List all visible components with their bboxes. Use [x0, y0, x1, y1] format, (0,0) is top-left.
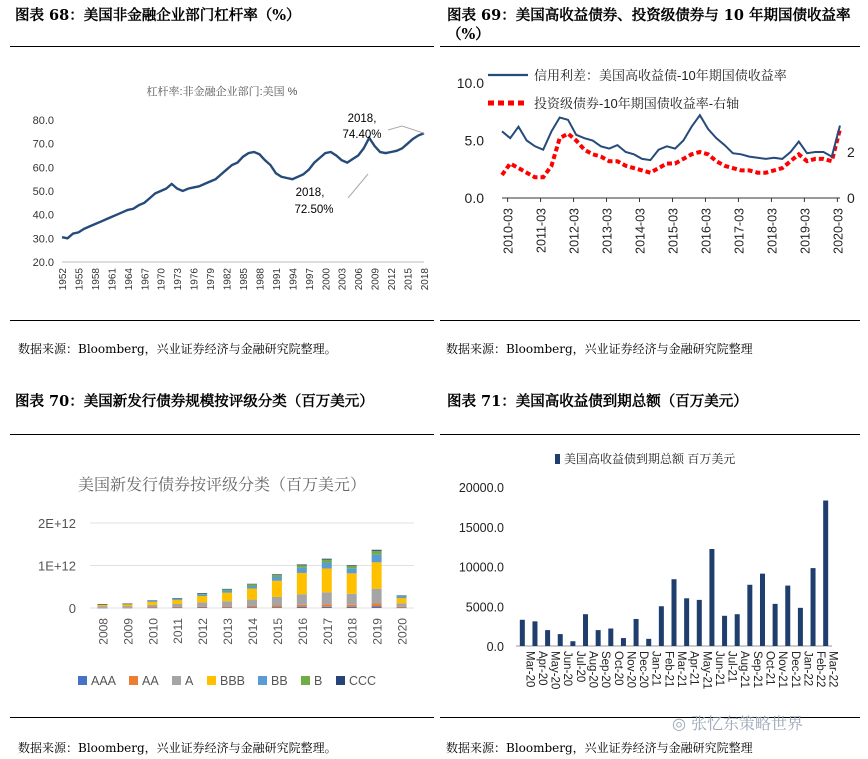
- x-tick-label: Jan-22: [801, 651, 814, 687]
- y-tick-label: 15000.0: [458, 520, 504, 535]
- bar: [520, 620, 525, 646]
- bar-segment-aaa: [397, 608, 407, 609]
- bar-segment-aaa: [297, 607, 307, 608]
- x-tick-label: 2015-03: [666, 207, 681, 254]
- legend-label: 信用利差：美国高收益债-10年期国债收益率: [534, 68, 787, 83]
- y-tick-label: 2E+12: [38, 516, 76, 531]
- bar-segment-a: [222, 601, 232, 606]
- watermark: ◎ 张忆东策略世界: [672, 714, 804, 733]
- chart70-source: 数据来源：Bloomberg，兴业证券经济与金融研究院整理。: [18, 741, 337, 755]
- x-tick-label: 2000: [321, 268, 333, 291]
- bar: [558, 634, 563, 646]
- x-tick-label: Mar-22: [826, 651, 839, 688]
- bar-segment-bb: [372, 555, 382, 563]
- bar-segment-bbb: [297, 573, 307, 594]
- legend-swatch: [129, 676, 138, 685]
- chart70-svg: [10, 438, 434, 714]
- bar-segment-a: [347, 594, 357, 605]
- x-tick-label: Jun-21: [712, 651, 725, 687]
- bar-segment-a: [97, 606, 107, 607]
- bar-segment-bb: [147, 601, 157, 602]
- bar-segment-aa: [122, 607, 132, 608]
- bar-segment-bb: [297, 568, 307, 573]
- bar-segment-aa: [347, 605, 357, 607]
- rule: [10, 320, 434, 321]
- bar-segment-bb: [247, 586, 257, 589]
- bar-segment-b: [247, 584, 257, 586]
- y-tick-label: 0.0: [486, 640, 504, 654]
- legend-swatch: [336, 676, 345, 685]
- x-tick-label: 2013-03: [600, 208, 615, 254]
- bar-segment-b: [372, 551, 382, 555]
- bar: [760, 574, 765, 646]
- series-line: [62, 133, 424, 238]
- wechat-icon: ◎: [672, 714, 692, 733]
- y-tick-label-left: 0.0: [464, 190, 484, 206]
- bar: [785, 586, 790, 646]
- annotation-label: 74.40%: [342, 129, 382, 141]
- x-tick-label: 2010-03: [501, 208, 516, 254]
- chart68-svg: [10, 50, 434, 318]
- rule: [440, 320, 860, 321]
- bar-segment-b: [297, 565, 307, 568]
- bar-segment-aaa: [272, 607, 282, 608]
- x-tick-label: 2006: [354, 268, 366, 291]
- y-tick-label: 80.0: [32, 115, 54, 127]
- y-tick-label-left: 10.0: [456, 75, 484, 91]
- x-tick-label: Nov-21: [776, 651, 789, 689]
- bar-segment-bbb: [97, 605, 107, 606]
- x-tick-label: 2017: [320, 618, 335, 645]
- bar-segment-b: [222, 589, 232, 590]
- bar: [709, 549, 714, 646]
- bar: [596, 630, 601, 646]
- bar-segment-aaa: [247, 607, 257, 608]
- x-tick-label: Mar-20: [523, 651, 536, 688]
- x-tick-label: 1988: [255, 268, 267, 291]
- x-tick-label: 2009: [370, 268, 382, 291]
- bar-segment-aa: [222, 606, 232, 607]
- x-tick-label: 2016: [295, 618, 310, 645]
- y-tick-label: 50.0: [32, 186, 54, 198]
- x-tick-label: 2012: [387, 268, 399, 291]
- x-tick-label: 2015: [270, 618, 285, 645]
- bar-segment-a: [197, 602, 207, 606]
- bar-segment-aa: [147, 607, 157, 608]
- x-tick-label: 1955: [74, 268, 86, 291]
- x-tick-label: 2010: [146, 618, 161, 645]
- bar-segment-aaa: [347, 607, 357, 608]
- bar-segment-aaa: [147, 608, 157, 609]
- x-tick-label: 2003: [337, 268, 349, 291]
- x-tick-label: 2008: [96, 618, 111, 645]
- x-tick-label: 2018: [345, 618, 360, 645]
- x-tick-label: 1970: [156, 268, 168, 291]
- y-tick-label-right: 0: [847, 190, 855, 206]
- bar-segment-bbb: [122, 604, 132, 606]
- rule: [440, 46, 860, 47]
- legend-swatch: [555, 454, 560, 464]
- bar-segment-a: [372, 589, 382, 604]
- x-tick-label: 1976: [189, 268, 201, 291]
- chart69-title: 图表 69：美国高收益债券、投资级债券与 10 年期国债收益率（%）: [447, 7, 851, 43]
- y-tick-label: 30.0: [32, 233, 54, 246]
- bar-segment-aaa: [372, 607, 382, 608]
- x-tick-label: Oct-20: [611, 651, 624, 686]
- bar-segment-bbb: [222, 593, 232, 602]
- x-tick-label: 1979: [206, 268, 218, 291]
- x-tick-label: 2020-03: [831, 208, 846, 254]
- bar-segment-b: [197, 593, 207, 594]
- chart-title: 杠杆率:非金融企业部门:美国 %: [146, 86, 298, 98]
- x-tick-label: Mar-21: [675, 651, 687, 688]
- bar-segment-aa: [272, 605, 282, 607]
- bar-segment-aa: [372, 604, 382, 607]
- annotation-label: 2018,: [295, 187, 325, 199]
- bar-segment-bb: [347, 568, 357, 573]
- bar-segment-a: [397, 603, 407, 606]
- bar: [773, 604, 778, 646]
- x-tick-label: Jul-21: [725, 651, 738, 683]
- legend-label: AA: [142, 674, 159, 688]
- bar-segment-bbb: [272, 581, 282, 597]
- bar-segment-bb: [197, 594, 207, 596]
- x-tick-label: May-21: [700, 651, 713, 690]
- x-tick-label: 1952: [58, 268, 69, 291]
- bar-segment-a: [147, 605, 157, 607]
- bar-segment-ccc: [197, 593, 207, 594]
- bar-segment-b: [347, 566, 357, 569]
- bar: [722, 616, 727, 646]
- y-tick-label: 70.0: [32, 138, 54, 151]
- x-tick-label: 1985: [239, 268, 250, 291]
- y-tick-label-left: 5.0: [464, 132, 484, 149]
- legend-swatch: [258, 676, 267, 685]
- bar-segment-bbb: [197, 596, 207, 602]
- bar-segment-bb: [222, 591, 232, 593]
- bar-segment-aa: [297, 605, 307, 607]
- x-tick-label: 2018-03: [765, 208, 780, 254]
- chart68-source: 数据来源：Bloomberg，兴业证券经济与金融研究院整理。: [18, 342, 337, 356]
- x-tick-label: 2020: [395, 618, 410, 645]
- x-tick-label: 2011: [171, 618, 186, 644]
- x-tick-label: Jan-21: [649, 651, 662, 687]
- bar-segment-bb: [272, 577, 282, 581]
- x-tick-label: Jun-20: [561, 651, 574, 687]
- bar-segment-aa: [397, 607, 407, 608]
- x-tick-label: 1997: [304, 268, 316, 291]
- bar-segment-ccc: [397, 595, 407, 596]
- bar-segment-bbb: [247, 589, 257, 600]
- rule: [10, 717, 434, 718]
- bar-segment-ccc: [322, 559, 332, 560]
- bar-segment-ccc: [272, 574, 282, 575]
- chart70-title: 图表 70：美国新发行债券规模按评级分类（百万美元）: [15, 393, 374, 410]
- legend-label: AAA: [91, 674, 117, 688]
- bar-segment-aa: [322, 604, 332, 607]
- bar-segment-a: [172, 604, 182, 607]
- bar-segment-bbb: [147, 602, 157, 605]
- x-tick-label: 1991: [271, 268, 283, 291]
- x-tick-label: 2012-03: [567, 208, 582, 254]
- x-tick-label: 2016-03: [699, 208, 714, 254]
- x-tick-label: Feb-21: [662, 651, 675, 688]
- bar-segment-a: [322, 592, 332, 604]
- x-tick-label: 2009: [121, 618, 136, 645]
- y-tick-label: 60.0: [32, 162, 54, 175]
- bar-segment-bbb: [172, 600, 182, 604]
- bar-segment-bb: [172, 599, 182, 600]
- legend-label: CCC: [349, 674, 377, 688]
- bar-segment-a: [247, 600, 257, 606]
- x-tick-label: 2017-03: [732, 208, 747, 254]
- chart71-title: 图表 71：美国高收益债到期总额（百万美元）: [447, 393, 748, 410]
- chart71-source: 数据来源：Bloomberg，兴业证券经济与金融研究院整理: [446, 741, 753, 755]
- y-tick-label: 20.0: [32, 257, 54, 269]
- y-tick-label: 1E+12: [38, 558, 76, 574]
- legend-swatch: [172, 676, 181, 685]
- y-tick-label: 10000.0: [458, 560, 504, 575]
- bar-segment-a: [122, 606, 132, 607]
- bar-segment-ccc: [97, 604, 107, 605]
- x-tick-label: Feb-22: [814, 651, 827, 688]
- legend-swatch: [207, 676, 216, 685]
- bar: [798, 608, 803, 646]
- bar-segment-ccc: [222, 589, 232, 590]
- x-tick-label: Oct-21: [763, 651, 776, 686]
- y-tick-label: 0: [68, 601, 76, 616]
- x-tick-label: Sep-21: [750, 651, 763, 689]
- bar: [811, 568, 816, 646]
- x-tick-label: 1973: [173, 268, 185, 291]
- bar-segment-bb: [397, 597, 407, 599]
- x-tick-label: 2018: [420, 268, 431, 291]
- bar-segment-bbb: [322, 568, 332, 592]
- bar-segment-aaa: [322, 607, 332, 608]
- y-tick-label-right: 2: [847, 144, 855, 160]
- x-tick-label: 1994: [288, 268, 300, 291]
- bar-segment-aaa: [172, 608, 182, 609]
- x-tick-label: Aug-21: [738, 651, 751, 689]
- y-tick-label: 5000.0: [465, 600, 504, 615]
- x-tick-label: 1961: [107, 268, 119, 291]
- bar-segment-bbb: [372, 562, 382, 588]
- x-tick-label: 2019: [370, 618, 385, 645]
- x-tick-label: 2019-03: [798, 208, 813, 254]
- annotation-leader: [388, 126, 424, 133]
- bar-segment-bbb: [397, 598, 407, 603]
- annotation-leader: [348, 174, 368, 198]
- bar: [823, 501, 828, 646]
- bar: [545, 630, 550, 646]
- bar: [697, 600, 702, 646]
- bar-segment-aa: [247, 606, 257, 607]
- x-tick-label: Apr-21: [687, 651, 700, 686]
- bar: [583, 614, 588, 646]
- legend-swatch: [301, 676, 310, 685]
- chart-title: 美国新发行债券按评级分类（百万美元）: [77, 477, 367, 494]
- bar-segment-bb: [322, 563, 332, 569]
- x-tick-label: 1982: [222, 268, 234, 291]
- bar-segment-a: [272, 597, 282, 606]
- bar-segment-ccc: [372, 550, 382, 551]
- bar-segment-ccc: [297, 564, 307, 565]
- bar-segment-aa: [97, 607, 107, 608]
- bar: [735, 614, 740, 646]
- bar-segment-ccc: [172, 598, 182, 599]
- legend-label: BB: [271, 674, 288, 688]
- legend-label: A: [185, 674, 194, 688]
- bar: [608, 629, 613, 646]
- bar-segment-aa: [197, 607, 207, 608]
- bar-segment-b: [272, 575, 282, 577]
- x-tick-label: 2014-03: [633, 208, 648, 254]
- bar: [570, 641, 575, 646]
- bar-segment-ccc: [347, 565, 357, 566]
- rule: [10, 434, 434, 435]
- bar-segment-bbb: [347, 573, 357, 593]
- legend-label: B: [314, 674, 323, 688]
- bar: [634, 619, 639, 646]
- bar-segment-a: [297, 594, 307, 605]
- bar-segment-b: [322, 560, 332, 563]
- x-tick-label: 2015: [403, 268, 415, 291]
- series-line-hy: [502, 115, 840, 160]
- bar: [747, 585, 752, 646]
- x-tick-label: Dec-20: [637, 651, 650, 689]
- chart69-svg: [440, 50, 860, 318]
- bar-segment-aaa: [197, 607, 207, 608]
- chart69-source: 数据来源：Bloomberg，兴业证券经济与金融研究院整理: [446, 342, 753, 356]
- legend-label: 投资级债券-10年期国债收益率-右轴: [534, 96, 740, 111]
- legend-label: BBB: [220, 674, 246, 688]
- annotation-label: 2018,: [347, 113, 377, 125]
- bar-segment-ccc: [122, 604, 132, 605]
- x-tick-label: May-20: [548, 651, 561, 690]
- bar-segment-ccc: [147, 600, 157, 601]
- bar: [659, 606, 664, 646]
- bar: [621, 638, 626, 646]
- x-tick-label: 2014: [246, 618, 260, 645]
- rule: [10, 46, 434, 47]
- x-tick-label: 1967: [140, 268, 152, 291]
- legend-swatch: [78, 676, 87, 685]
- x-tick-label: Aug-20: [586, 651, 599, 689]
- bar: [672, 579, 677, 646]
- x-tick-label: 2011-03: [534, 208, 549, 253]
- x-tick-label: 1958: [90, 268, 102, 291]
- bar: [646, 639, 651, 646]
- chart71-svg: [440, 438, 860, 714]
- rule: [440, 434, 860, 435]
- bar: [532, 621, 537, 646]
- bar-segment-ccc: [247, 584, 257, 585]
- bar-segment-aaa: [222, 607, 232, 608]
- bar: [684, 598, 689, 646]
- x-tick-label: 2012: [196, 618, 211, 645]
- bar-segment-aa: [172, 607, 182, 608]
- x-tick-label: Sep-20: [599, 651, 612, 689]
- legend-label: 美国高收益债到期总额 百万美元: [564, 452, 736, 466]
- x-tick-label: 1964: [123, 268, 135, 291]
- x-tick-label: Apr-20: [535, 651, 548, 686]
- x-tick-label: Dec-21: [788, 651, 801, 689]
- annotation-label: 72.50%: [294, 204, 334, 216]
- chart68-title: 图表 68：美国非金融企业部门杠杆率（%）: [15, 7, 301, 24]
- x-tick-label: 2013: [221, 618, 236, 645]
- y-tick-label: 20000.0: [458, 481, 504, 495]
- x-tick-label: Nov-20: [624, 651, 637, 689]
- x-tick-label: Jul-20: [573, 651, 586, 683]
- y-tick-label: 40.0: [32, 209, 54, 222]
